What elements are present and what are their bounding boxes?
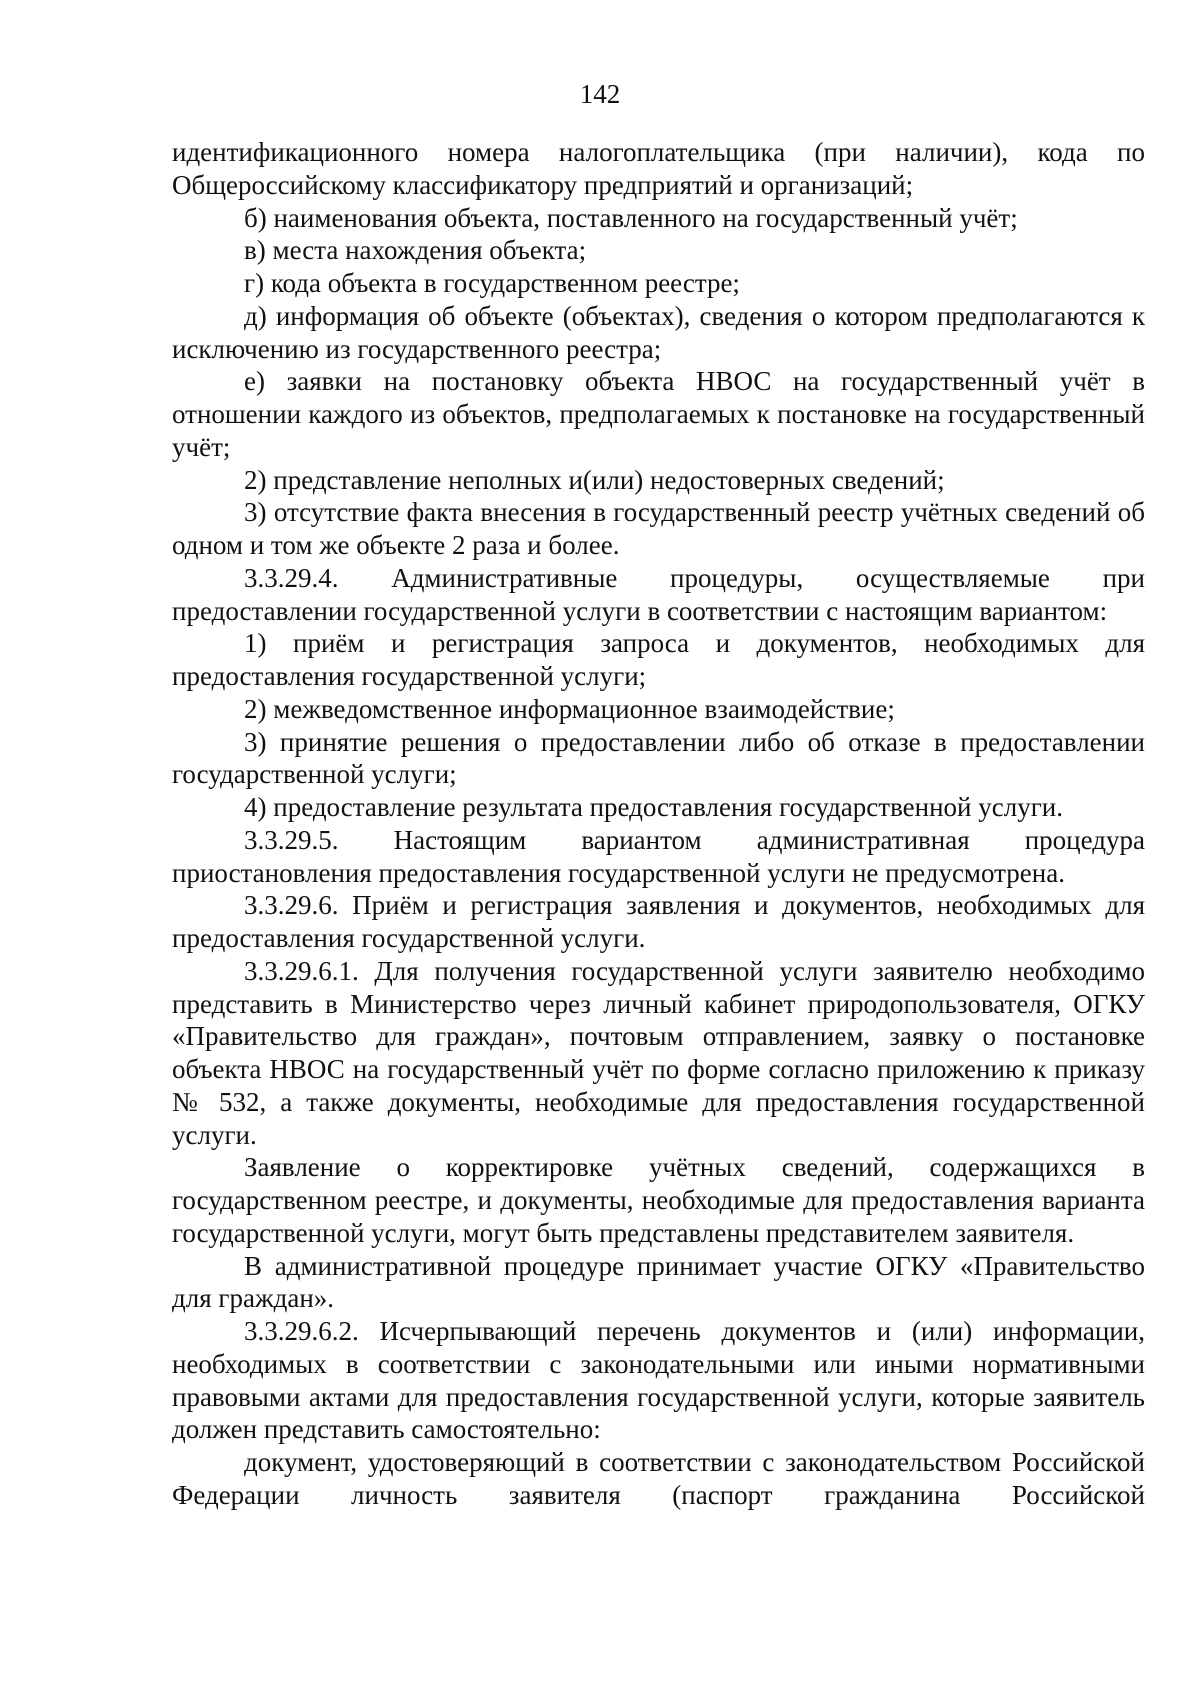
paragraph: 3) отсутствие факта внесения в государственный реестр учётных сведений об одном и том же объекте 2 раза и более.: [172, 497, 1145, 560]
paragraph: 3.3.29.6. Приём и регистрация заявления и документов, необходимых для предоставления государственной услуги.: [172, 890, 1145, 953]
paragraph: 3.3.29.5. Настоящим вариантом административная процедура приостановления предоставления государственной услуги не предусмотрена.: [172, 824, 1145, 888]
paragraph: 3) принятие решения о предоставлении либо об отказе в предоставлении государственной услуги;: [172, 726, 1145, 790]
paragraph: в) места нахождения объекта;: [244, 235, 587, 266]
paragraph: документ, удостоверяющий в соответствии с законодательством Российской Федерации личность заявителя (паспорт гражданина Российской: [172, 1447, 1145, 1510]
paragraph: б) наименования объекта, поставленного на государственный учёт;: [244, 202, 1018, 233]
paragraph: 4) предоставление результата предоставления государственной услуги.: [244, 792, 1063, 822]
paragraph: Заявление о корректировке учётных сведений, содержащихся в государственном реестре, и документы, необходимые для предоставления варианта государственной услуги, могут быть представлены представителем заявителя.: [172, 1152, 1145, 1248]
page-number: 142: [579, 79, 621, 109]
paragraph: е) заявки на постановку объекта НВОС на государственный учёт в отношении каждого из объектов, предполагаемых к постановке на государственный учёт;: [172, 366, 1145, 462]
paragraph: 1) приём и регистрация запроса и документов, необходимых для предоставления государственной услуги;: [172, 628, 1145, 691]
document-body: [172, 136, 1145, 1512]
paragraph: д) информация об объекте (объектах), сведения о котором предполагаются к исключению из государственного реестра;: [172, 300, 1145, 364]
paragraph: идентификационного номера налогоплательщика (при наличии), кода по Общероссийскому классификатору предприятий и организаций;: [172, 137, 1145, 200]
paragraph: 3.3.29.6.1. Для получения государственной услуги заявителю необходимо представить в Министерство через личный кабинет природопользователя, ОГКУ «Правительство для граждан», почтовым отправлением, заявку о постановке объекта НВОС на государственный учёт по форме согласно приложению к приказу № 532, а также документы, необходимые для предоставления государственной услуги.: [172, 955, 1145, 1150]
paragraph: 3.3.29.4. Административные процедуры, осуществляемые при предоставлении государственной услуги в соответствии с настоящим вариантом:: [172, 562, 1145, 626]
paragraph: 3.3.29.6.2. Исчерпывающий перечень документов и (или) информации, необходимых в соответствии с законодательными или иными нормативными правовыми актами для предоставления государственной услуги, которые заявитель должен представить самостоятельно:: [172, 1316, 1145, 1445]
paragraph: В административной процедуре принимает участие ОГКУ «Правительство для граждан».: [172, 1250, 1145, 1314]
paragraph: 2) межведомственное информационное взаимодействие;: [244, 693, 895, 724]
paragraph: 2) представление неполных и(или) недостоверных сведений;: [244, 464, 945, 495]
paragraph: г) кода объекта в государственном реестре;: [244, 268, 740, 298]
